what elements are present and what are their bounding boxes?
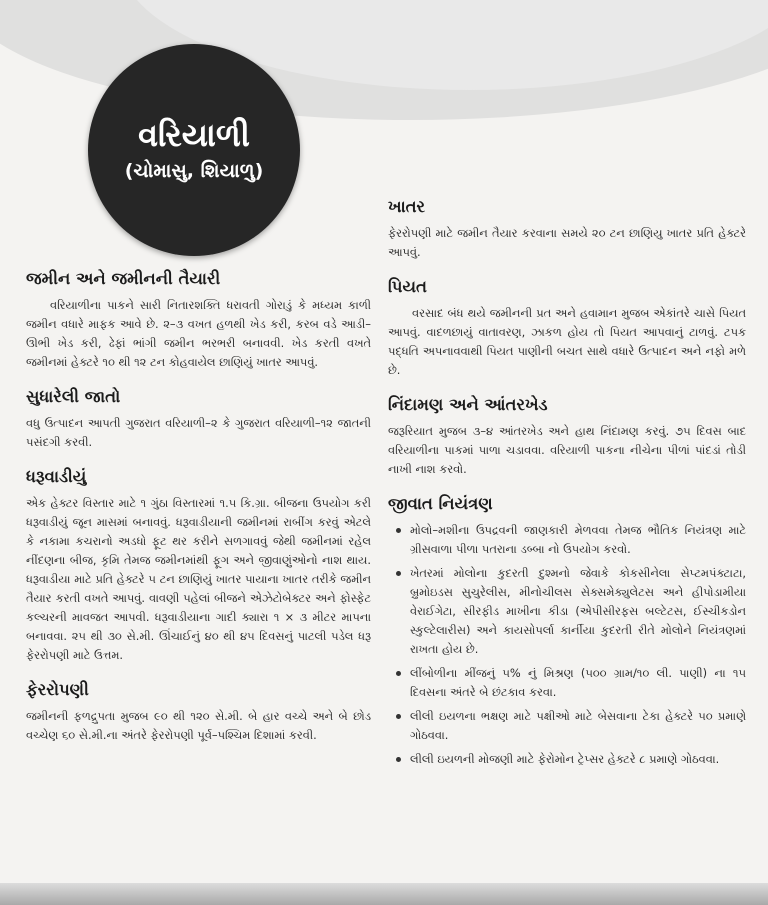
section-text: એક હેક્ટર વિસ્તાર માટે ૧ ગુંઠા વિસ્તારમાં ૧.૫ કિ.ગ્રા. બીજના ઉપયોગ કરી ધરૂવાડીયું જૂન માસમાં બનાવવું. ધરૂવાડીયાની જમીનમાં રાબીંગ કરવું એટલે કે નકામા કચરાનો અડધો ફૂટ થર કરીને સળગાવવું જેથી જમીનમાં રહેલ નીંદણના બીજ, કૃમિ તેમજ જમીનમાંથી ફૂગ અને જીવાણુંઓનો નાશ થાય. ધરૂવાડીયા માટે પ્રતિ હેક્ટરે ૫ ટન છાણિયું ખાતર પાયાના ખાતર તરીકે જમીન તૈયાર કરતી વખતે આપવું. વાવણી પહેલાં બીજને એઝેટોબેક્ટર અને ફોસ્ફેટ કલ્ચરની માવજત આપવી. ધરૂવાડીયાના ગાદી ક્યારા ૧ × ૩ મીટર માપના બનાવવા. ૨૫ થી ૩૦ સે.મી. ઊંચાઈનું ૪૦ થી ૪૫ દિવસનું પાટલી પડેલ ધરૂ ફેરરોપણી માટે ઉત્તમ. bbox=[26, 496, 371, 662]
section-land bbox=[26, 268, 371, 372]
section-text: વધુ ઉત્પાદન આપતી ગુજરાત વરિયાળી–૨ કે ગુજરાત વરિયાળી–૧૨ જાતની પસંદગી કરવી. bbox=[26, 416, 371, 449]
section-heading: સુધારેલી જાતો bbox=[26, 387, 121, 406]
section-irrigation bbox=[388, 276, 746, 380]
title-badge bbox=[88, 44, 300, 256]
section-transplant bbox=[26, 679, 371, 745]
list-item: લીલી ઇયળની મોજણી માટે ફેરોમોન ટ્રેપ્સર હેક્ટરે ૮ પ્રમાણે ગોઠવવા. bbox=[410, 750, 746, 769]
section-text: વરસાદ બંધ થયે જમીનની પ્રત અને હવામાન મુજબ એકાંતરે ચાસે પિયત આપવું. વાદળછાયું વાતાવરણ, ઝાકળ હોય તો પિયત આપવાનું ટાળવું. ટપક પદ્ધતિ અપનાવવાથી પિયત પાણીની બચત સાથે વધારે ઉત્પાદન અને નફો મળે છે. bbox=[388, 306, 746, 377]
page-title: વરિયાળી bbox=[138, 115, 250, 154]
section-nursery bbox=[26, 466, 371, 665]
list-item: લીંબોળીના મીંજનું ૫% નું મિશ્રણ (૫૦૦ ગ્રામ/૧૦ લી. પાણી) ના ૧૫ દિવસના અંતરે બે છંટકાવ કરવા. bbox=[410, 664, 746, 702]
section-heading: પિયત bbox=[388, 277, 427, 296]
list-item: મોલો–મશીના ઉપદ્રવની જાણકારી મેળવવા તેમજ ભૌતિક નિયંત્રણ માટે ગ્રીસવાળા પીળા પતરાના ડબ્બા નો ઉપયોગ કરવો. bbox=[410, 521, 746, 559]
section-text: જમીનની ફળદ્રુપતા મુજબ ૯૦ થી ૧૨૦ સે.મી. બે હાર વચ્ચે અને બે છોડ વચ્ચેણ ૬૦ સે.મી.ના અંતરે ફેરરોપણી પૂર્વ–પશ્ચિમ દિશામાં કરવી. bbox=[26, 709, 371, 742]
section-text: વરિયાળીના પાકને સારી નિતારશક્તિ ધરાવતી ગોરાડું કે મધ્યમ કાળી જમીન વધારે માફક આવે છે. ૨–૩ વખત હળથી ખેડ કરી, કરબ વડે આડી–ઊભી ખેડ કરી, ઢેફાં ભાંગી જમીન ભરભરી બનાવવી. ખેડ કરતી વખતે જમીનમાં હેક્ટરે ૧૦ થી ૧૨ ટન કોહવાયેલ છાણિયું ખાતર આપવું. bbox=[26, 298, 371, 369]
section-heading: જીવાત નિયંત્રણ bbox=[388, 494, 493, 513]
section-heading: જમીન અને જમીનની તૈયારી bbox=[26, 269, 221, 288]
right-column bbox=[388, 196, 746, 774]
list-item: ખેતરમાં મોલોના કુદરતી દુશ્મનો જેવાકે કોકસીનેલા સેપ્ટમપંક્ટાટા, બ્રુમોઇડસ સુચુરેલીસ, મીનોચીલસ સેક્સમેક્યુલેટસ અને હીપોડામીયા વેરાઈગેટા, સીરફીડ માખીના કીડા (એપીસીરફસ બલ્ટેટસ, ઈસ્ચીકડોન સ્કુલ્ટેલારીસ) અને કાયસોપર્લા કાર્નીયા કુદરતી રીતે મોલોને નિયંત્રણમાં રાખતા હોય છે. bbox=[410, 564, 746, 659]
page-subtitle: (ચોમાસુ, શિયાળુ) bbox=[124, 159, 264, 182]
section-text: ફેરરોપણી માટે જમીન તૈયાર કરવાના સમયે ૨૦ ટન છાણિયુ ખાતર પ્રતિ હેક્ટરે આપવું. bbox=[388, 226, 746, 259]
section-heading: ધરૂવાડીયું bbox=[26, 467, 87, 486]
section-pest bbox=[388, 493, 746, 769]
section-varieties bbox=[26, 386, 371, 452]
section-heading: ફેરરોપણી bbox=[26, 680, 89, 699]
pest-list bbox=[388, 521, 746, 769]
section-weeding bbox=[388, 394, 746, 479]
footer-decoration bbox=[0, 883, 768, 905]
section-heading: નિંદામણ અને આંતરખેડ bbox=[388, 395, 548, 414]
left-column bbox=[26, 268, 371, 759]
section-manure bbox=[388, 196, 746, 262]
section-heading: ખાતર bbox=[388, 197, 426, 216]
section-text: જરૂરિયાત મુજબ ૩–૪ આંતરખેડ અને હાથ નિંદામણ કરવું. ૭૫ દિવસ બાદ વરિયાળીના પાકમાં પાળા ચડાવવા. વરિયાળી પાકના નીચેના પીળાં પાંદડાં તોડી નાખી નાશ કરવો. bbox=[388, 424, 746, 476]
list-item: લીલી ઇયળના ભક્ષણ માટે પક્ષીઓ માટે બેસવાના ટેકા હેક્ટરે ૫૦ પ્રમાણે ગોઠવવા. bbox=[410, 707, 746, 745]
